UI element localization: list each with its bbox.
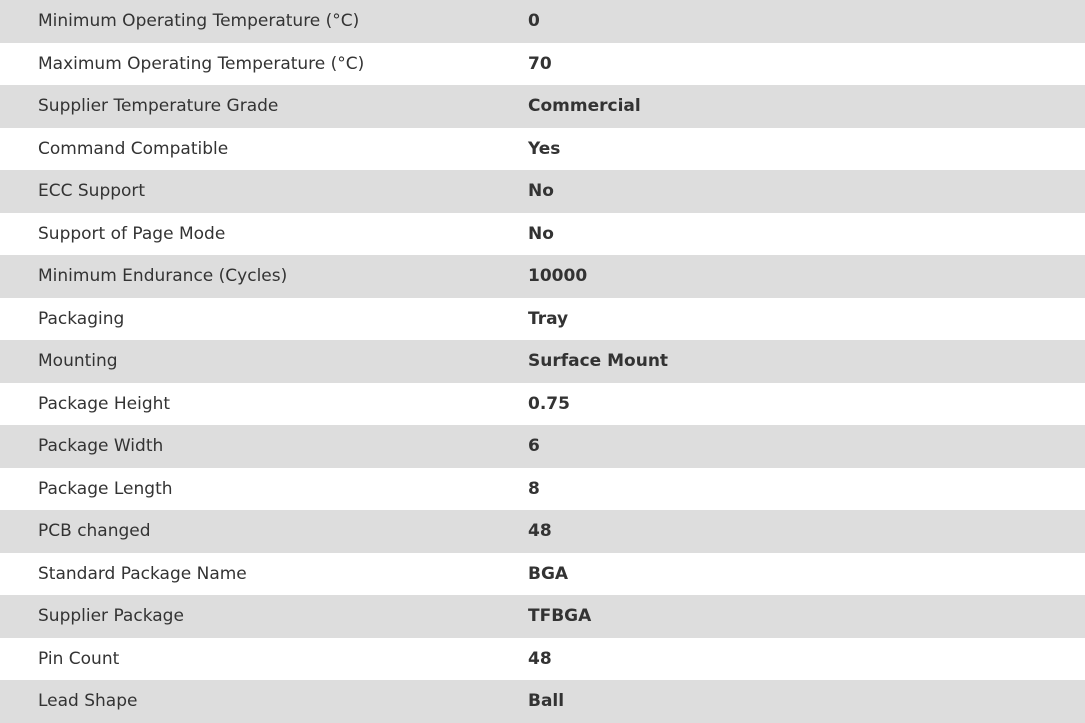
spec-value: No	[528, 181, 554, 202]
spec-value: 0	[528, 11, 540, 32]
spec-label: Package Length	[38, 478, 173, 499]
spec-label: Standard Package Name	[38, 563, 247, 584]
spec-label: PCB changed	[38, 521, 151, 542]
spec-row-supplier-package	[0, 595, 1085, 638]
spec-value: 48	[528, 648, 552, 669]
spec-value: Yes	[528, 138, 561, 159]
spec-row-max-operating-temperature	[0, 43, 1085, 86]
spec-label: Package Height	[38, 393, 171, 414]
spec-value: 6	[528, 436, 540, 457]
spec-label: Maximum Operating Temperature (°C)	[38, 53, 365, 74]
spec-row-package-length	[0, 468, 1085, 511]
spec-label: Support of Page Mode	[38, 223, 226, 244]
spec-label: Minimum Operating Temperature (°C)	[38, 11, 360, 32]
spec-value: BGA	[528, 563, 569, 584]
spec-label: Mounting	[38, 351, 118, 372]
spec-label: Command Compatible	[38, 138, 229, 159]
spec-row-package-width	[0, 425, 1085, 468]
spec-row-support-of-page-mode	[0, 213, 1085, 256]
spec-label: Supplier Temperature Grade	[38, 96, 279, 117]
spec-row-command-compatible	[0, 128, 1085, 171]
spec-value: Ball	[528, 691, 565, 712]
spec-value: 48	[528, 521, 552, 542]
spec-value: 70	[528, 53, 552, 74]
spec-row-mounting	[0, 340, 1085, 383]
spec-value: No	[528, 223, 554, 244]
spec-row-ecc-support	[0, 170, 1085, 213]
spec-value: Commercial	[528, 96, 641, 117]
spec-label: Package Width	[38, 436, 164, 457]
spec-label: Lead Shape	[38, 691, 138, 712]
spec-row-packaging	[0, 298, 1085, 341]
spec-label: Supplier Package	[38, 606, 184, 627]
spec-value: TFBGA	[528, 606, 592, 627]
spec-row-pin-count	[0, 638, 1085, 681]
spec-label: Packaging	[38, 308, 125, 329]
spec-row-standard-package-name	[0, 553, 1085, 596]
spec-value: 0.75	[528, 393, 570, 414]
spec-row-pcb-changed	[0, 510, 1085, 553]
spec-value: Surface Mount	[528, 351, 669, 372]
spec-row-package-height	[0, 383, 1085, 426]
spec-row-lead-shape	[0, 680, 1085, 723]
spec-value: 10000	[528, 266, 588, 287]
spec-row-minimum-endurance	[0, 255, 1085, 298]
spec-label: ECC Support	[38, 181, 146, 202]
spec-value: 8	[528, 478, 540, 499]
spec-row-min-operating-temperature	[0, 0, 1085, 43]
spec-label: Minimum Endurance (Cycles)	[38, 266, 288, 287]
spec-label: Pin Count	[38, 648, 120, 669]
spec-row-supplier-temperature-grade	[0, 85, 1085, 128]
spec-value: Tray	[528, 308, 569, 329]
